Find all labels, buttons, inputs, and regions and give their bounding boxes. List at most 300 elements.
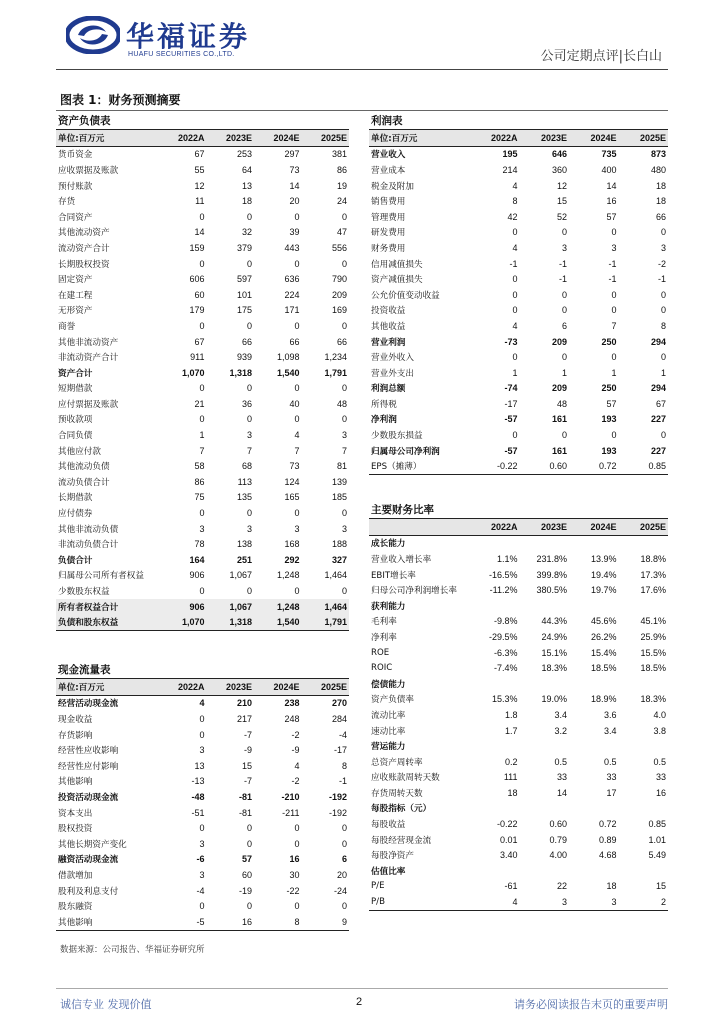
value-cell: -11.2% — [489, 585, 518, 596]
table-row — [369, 785, 668, 801]
header-unit-cell — [369, 519, 470, 535]
value-cell: 2022A — [159, 130, 207, 146]
income-statement-title: 利润表 — [369, 114, 668, 130]
value-cell: 480 — [650, 164, 666, 175]
table-row — [56, 412, 349, 428]
value-cell: 1,540 — [254, 614, 302, 630]
cashflow-title: 现金流量表 — [56, 663, 349, 679]
value-cell: -57 — [504, 445, 518, 456]
value-cell: -9 — [243, 745, 252, 756]
row-label-cell: 经营性应收影响 — [58, 746, 119, 757]
value-cell: 0.2 — [504, 756, 518, 767]
row-label-cell: 其他非流动负债 — [58, 524, 119, 535]
value-cell: 73 — [289, 461, 300, 472]
row-label-cell: 营业利润 — [371, 337, 406, 348]
table-row — [369, 567, 668, 583]
row-label-cell: 存货 — [58, 197, 76, 208]
row-label-cell: 公允价值变动收益 — [371, 290, 440, 301]
value-cell: 1,067 — [229, 570, 252, 581]
value-cell: 0.01 — [499, 834, 518, 845]
value-cell: 3.4 — [603, 725, 617, 736]
value-cell: 2022A — [470, 130, 520, 146]
value-cell: 4.0 — [653, 709, 666, 720]
value-cell: 2025E — [619, 130, 669, 146]
value-cell: 66 — [655, 211, 666, 222]
row-label-cell: 借款增加 — [58, 870, 93, 881]
table-row — [369, 879, 668, 895]
value-cell: 18.5% — [590, 663, 617, 674]
value-cell: 64 — [241, 164, 252, 175]
value-cell — [619, 801, 669, 817]
value-cell: 3.2 — [554, 725, 567, 736]
table-row — [56, 178, 349, 194]
row-label-cell: 营业外收入 — [371, 353, 414, 364]
table-row — [56, 225, 349, 241]
value-cell: 0 — [341, 211, 347, 222]
value-cell: -1 — [608, 258, 617, 269]
value-cell — [520, 598, 570, 614]
value-cell: -19 — [238, 885, 252, 896]
value-cell: 4 — [470, 894, 520, 910]
value-cell: -81 — [238, 791, 252, 802]
row-label-cell: 负债合计 — [58, 555, 93, 566]
value-cell: 0 — [294, 901, 300, 912]
value-cell: 0.5 — [554, 756, 567, 767]
row-label-cell: 流动资产合计 — [58, 243, 110, 254]
value-cell: 67 — [194, 336, 205, 347]
row-label-cell: 信用减值损失 — [371, 259, 423, 270]
value-cell: 2023E — [520, 130, 570, 146]
table-row — [369, 614, 668, 630]
value-cell: 0 — [660, 227, 666, 238]
value-cell: 1.7 — [504, 725, 518, 736]
value-cell: 4.68 — [598, 850, 617, 861]
value-cell: 1,540 — [276, 367, 300, 378]
value-cell: 1,791 — [324, 367, 347, 378]
value-cell: 250 — [601, 383, 617, 394]
table-row — [369, 801, 668, 817]
table-row — [56, 193, 349, 209]
row-label-cell: 股权投资 — [58, 824, 93, 835]
value-cell: 138 — [236, 539, 252, 550]
value-cell: 360 — [551, 164, 567, 175]
value-cell: 24 — [336, 196, 347, 207]
value-cell — [569, 535, 619, 551]
table-row — [369, 427, 668, 443]
cashflow-table — [56, 679, 349, 931]
value-cell: 60 — [241, 869, 252, 880]
value-cell: 42 — [507, 211, 518, 222]
value-cell: -1 — [657, 274, 666, 285]
table-row — [56, 883, 349, 899]
value-cell: 47 — [336, 227, 347, 238]
value-cell — [619, 535, 669, 551]
table-row — [369, 334, 668, 350]
value-cell: 0 — [294, 823, 300, 834]
logo-english-name: HUAFU SECURITIES CO.,LTD. — [128, 51, 235, 58]
row-label-cell: 每股指标（元） — [371, 804, 432, 815]
table-row — [369, 551, 668, 567]
table-row — [56, 805, 349, 821]
value-cell: 2023E — [520, 519, 570, 535]
value-cell: 66 — [289, 336, 300, 347]
value-cell: 139 — [331, 476, 347, 487]
value-cell: 3 — [660, 242, 666, 253]
value-cell: 1 — [199, 430, 205, 441]
row-label-cell: ROE — [371, 647, 390, 658]
value-cell: 1,070 — [159, 614, 207, 630]
row-label-cell: 营业收入 — [371, 150, 406, 161]
value-cell: 556 — [331, 242, 347, 253]
value-cell: 0 — [341, 414, 347, 425]
value-cell: 20 — [289, 196, 300, 207]
value-cell: 0.5 — [653, 756, 666, 767]
row-label-cell: 存货影响 — [58, 730, 93, 741]
table-row — [56, 256, 349, 272]
row-label-cell: 少数股东权益 — [58, 587, 110, 598]
value-cell: 210 — [236, 698, 252, 709]
row-label-cell: 资产负债率 — [371, 695, 414, 706]
value-cell: -61 — [504, 881, 518, 892]
value-cell: 0 — [199, 414, 205, 425]
value-cell: 14 — [289, 180, 300, 191]
table-row — [369, 225, 668, 241]
table-row — [369, 349, 668, 365]
table-row — [369, 381, 668, 397]
logo-swirl-icon — [66, 16, 120, 54]
value-cell: -57 — [504, 414, 518, 425]
value-cell: 294 — [650, 336, 666, 347]
value-cell: 101 — [236, 289, 252, 300]
value-cell: 381 — [331, 149, 347, 160]
row-label-cell: 合同负债 — [58, 431, 93, 442]
value-cell: 0 — [611, 305, 617, 316]
table-row — [56, 727, 349, 743]
value-cell: 18 — [655, 196, 666, 207]
value-cell: 0 — [199, 211, 205, 222]
table-row — [56, 599, 349, 615]
value-cell: 0 — [294, 258, 300, 269]
value-cell: 4 — [512, 180, 518, 191]
row-label-cell: ROIC — [371, 663, 393, 674]
value-cell: -17 — [504, 398, 518, 409]
row-label-cell: 存货周转天数 — [371, 788, 423, 799]
table-row — [369, 443, 668, 459]
row-label-cell: 营运能力 — [371, 742, 406, 753]
row-label-cell: 流动比率 — [371, 710, 406, 721]
value-cell — [470, 863, 520, 879]
value-cell — [470, 738, 520, 754]
value-cell: 8 — [254, 914, 302, 930]
value-cell: 18.8% — [640, 553, 666, 564]
row-label-cell: 总资产周转率 — [371, 757, 423, 768]
value-cell: 227 — [650, 414, 666, 425]
value-cell: 48 — [556, 398, 567, 409]
value-cell: 15.4% — [590, 647, 617, 658]
row-label-cell: 少数股东损益 — [371, 431, 423, 442]
table-row — [56, 349, 349, 365]
row-label-cell: 净利率 — [371, 632, 397, 643]
value-cell: 3 — [341, 430, 347, 441]
value-cell: 193 — [601, 414, 617, 425]
value-cell: 0 — [611, 227, 617, 238]
value-cell: 0 — [294, 838, 300, 849]
balance-sheet-title: 资产负债表 — [56, 114, 349, 130]
value-cell: 6 — [561, 320, 567, 331]
value-cell: 1,070 — [181, 367, 205, 378]
table-row — [369, 645, 668, 661]
value-cell: 159 — [189, 242, 205, 253]
value-cell: 18.3% — [541, 663, 567, 674]
value-cell: 18 — [606, 881, 617, 892]
value-cell — [520, 676, 570, 692]
table-row — [56, 583, 349, 599]
value-cell: 0 — [199, 729, 205, 740]
row-label-cell: 净利润 — [371, 415, 397, 426]
value-cell: -2 — [291, 776, 300, 787]
value-cell: 2025E — [302, 679, 350, 695]
table-row — [369, 660, 668, 676]
table-row — [56, 365, 349, 381]
value-cell: 238 — [284, 698, 300, 709]
row-label-cell: 财务费用 — [371, 243, 406, 254]
value-cell: 248 — [284, 713, 300, 724]
table-row — [369, 598, 668, 614]
income-statement-table — [369, 130, 668, 475]
value-cell: 0 — [246, 414, 252, 425]
page-number: 2 — [356, 996, 363, 1008]
value-cell: 646 — [551, 149, 567, 160]
value-cell: 906 — [159, 599, 207, 615]
value-cell: -17 — [333, 745, 347, 756]
value-cell: 379 — [236, 242, 252, 253]
value-cell: -1 — [608, 274, 617, 285]
table-row — [56, 836, 349, 852]
value-cell: 253 — [236, 149, 252, 160]
row-label-cell: 固定资产 — [58, 275, 93, 286]
value-cell: 0 — [199, 258, 205, 269]
value-cell: 15 — [655, 881, 666, 892]
value-cell: 606 — [189, 274, 205, 285]
table-row — [56, 209, 349, 225]
figure-title: 图表 1：财务预测摘要 — [60, 93, 181, 107]
value-cell: 58 — [194, 461, 205, 472]
value-cell: 17.3% — [640, 569, 666, 580]
value-cell: -51 — [191, 807, 205, 818]
value-cell: 16 — [655, 787, 666, 798]
value-cell: 15.5% — [640, 647, 666, 658]
table-header-row — [369, 130, 668, 146]
table-row — [369, 847, 668, 863]
value-cell: -74 — [504, 383, 518, 394]
value-cell: 179 — [189, 305, 205, 316]
value-cell: 1.01 — [648, 834, 666, 845]
value-cell: 4 — [199, 698, 205, 709]
row-label-cell: 偿债能力 — [371, 679, 406, 690]
value-cell: -1 — [558, 274, 567, 285]
row-label-cell: 资产合计 — [58, 368, 93, 379]
value-cell: -1 — [338, 776, 347, 787]
row-label-cell: 管理费用 — [371, 212, 406, 223]
table-row — [56, 758, 349, 774]
value-cell — [619, 738, 669, 754]
value-cell: 2024E — [569, 519, 619, 535]
value-cell: 7 — [199, 445, 205, 456]
table-row — [56, 898, 349, 914]
value-cell — [470, 676, 520, 692]
value-cell: 26.2% — [590, 631, 617, 642]
row-label-cell: 其他应付款 — [58, 446, 101, 457]
value-cell: 0 — [246, 586, 252, 597]
table-row — [369, 303, 668, 319]
table-row — [369, 287, 668, 303]
value-cell — [520, 535, 570, 551]
table-row — [369, 396, 668, 412]
row-label-cell: EBIT增长率 — [371, 570, 416, 581]
value-cell: 164 — [189, 554, 205, 565]
row-label-cell: 每股经营现金流 — [371, 835, 432, 846]
balance-sheet-table — [56, 130, 349, 631]
value-cell: 11 — [195, 196, 205, 207]
value-cell: 217 — [236, 713, 252, 724]
value-cell: 44.3% — [541, 616, 567, 627]
value-cell: 2022A — [470, 519, 520, 535]
value-cell: 1 — [512, 367, 518, 378]
value-cell: 399.8% — [536, 569, 567, 580]
table-row — [369, 318, 668, 334]
value-cell: 22 — [556, 881, 567, 892]
value-cell: 0 — [660, 352, 666, 363]
value-cell: 15.1% — [541, 647, 567, 658]
table-row — [369, 271, 668, 287]
data-source-note: 数据来源：公司报告、华福证券研究所 — [60, 945, 205, 955]
value-cell: 0 — [660, 305, 666, 316]
row-label-cell: P/B — [369, 894, 470, 910]
value-cell: 36 — [241, 398, 252, 409]
value-cell: 8 — [512, 196, 518, 207]
value-cell: 3.40 — [499, 850, 518, 861]
value-cell: 3 — [246, 523, 252, 534]
value-cell: 4 — [294, 760, 300, 771]
value-cell: 8 — [341, 760, 347, 771]
value-cell: 224 — [284, 289, 300, 300]
value-cell: 0 — [246, 320, 252, 331]
value-cell: 3 — [520, 894, 570, 910]
table-header-row — [56, 679, 349, 695]
row-label-cell: 资产减值损失 — [371, 275, 423, 286]
row-label-cell: 负债和股东权益 — [56, 614, 159, 630]
table-row — [56, 521, 349, 537]
value-cell — [569, 801, 619, 817]
value-cell: -22 — [286, 885, 300, 896]
value-cell: 18.3% — [640, 694, 666, 705]
value-cell: 161 — [551, 414, 567, 425]
value-cell: 6 — [341, 854, 347, 865]
value-cell: 0 — [246, 901, 252, 912]
row-label-cell: 其他影响 — [56, 914, 159, 930]
row-label-cell: 预收款项 — [58, 415, 93, 426]
value-cell: 33 — [655, 772, 666, 783]
row-label-cell: 其他收益 — [371, 321, 406, 332]
value-cell: 0 — [199, 586, 205, 597]
value-cell: 0 — [341, 383, 347, 394]
row-label-cell: 估值比率 — [371, 866, 406, 877]
value-cell: 15 — [241, 760, 252, 771]
row-label-cell: 研发费用 — [371, 228, 406, 239]
value-cell: 209 — [551, 336, 567, 347]
table-row — [56, 552, 349, 568]
row-label-cell: 现金收益 — [58, 714, 93, 725]
value-cell: 13.9% — [590, 553, 617, 564]
row-label-cell: 商誉 — [58, 321, 76, 332]
value-cell: 16 — [289, 854, 300, 865]
value-cell: 48 — [336, 398, 347, 409]
value-cell: 209 — [331, 289, 347, 300]
row-label-cell: 经营活动现金流 — [58, 699, 119, 710]
table-row — [56, 334, 349, 350]
value-cell: 13 — [194, 760, 205, 771]
value-cell: 0.85 — [619, 458, 669, 474]
value-cell: 1,464 — [324, 570, 347, 581]
cashflow-panel — [56, 663, 349, 931]
value-cell: -2 — [657, 258, 666, 269]
value-cell: 1,464 — [302, 599, 350, 615]
value-cell: 1 — [660, 367, 666, 378]
row-label-cell: 预付账款 — [58, 181, 93, 192]
value-cell: 0.89 — [598, 834, 617, 845]
value-cell: -24 — [333, 885, 347, 896]
value-cell: 3 — [569, 894, 619, 910]
row-label-cell: 长期股权投资 — [58, 259, 110, 270]
value-cell: 68 — [241, 461, 252, 472]
value-cell: 8 — [660, 320, 666, 331]
value-cell: 231.8% — [536, 553, 567, 564]
value-cell: 12 — [194, 180, 205, 191]
value-cell: 297 — [284, 149, 300, 160]
value-cell: 0.85 — [648, 819, 666, 830]
value-cell: 1,248 — [276, 570, 300, 581]
value-cell: 2025E — [302, 130, 350, 146]
value-cell: 18.5% — [640, 663, 666, 674]
value-cell: 0 — [341, 901, 347, 912]
row-label-cell: 应收账款周转天数 — [371, 773, 440, 784]
table-row — [369, 256, 668, 272]
row-label-cell: 股东融资 — [58, 902, 93, 913]
value-cell: 1,098 — [276, 352, 300, 363]
table-row — [56, 820, 349, 836]
financial-ratios-panel — [369, 503, 668, 911]
value-cell — [569, 676, 619, 692]
table-row — [56, 318, 349, 334]
value-cell — [569, 598, 619, 614]
row-label-cell: 投资活动现金流 — [58, 792, 119, 803]
value-cell: 86 — [194, 476, 205, 487]
value-cell: 3 — [199, 523, 205, 534]
value-cell: 906 — [189, 570, 205, 581]
value-cell: 0 — [199, 383, 205, 394]
table-row — [369, 458, 668, 474]
value-cell: 0.60 — [520, 458, 570, 474]
value-cell: 209 — [551, 383, 567, 394]
value-cell: 7 — [611, 320, 617, 331]
row-label-cell: 在建工程 — [58, 290, 93, 301]
table-row — [56, 490, 349, 506]
table-row — [369, 894, 668, 910]
table-header-row — [56, 130, 349, 146]
value-cell: -13 — [191, 776, 205, 787]
value-cell: 1 — [611, 367, 617, 378]
value-cell: 16 — [207, 914, 255, 930]
